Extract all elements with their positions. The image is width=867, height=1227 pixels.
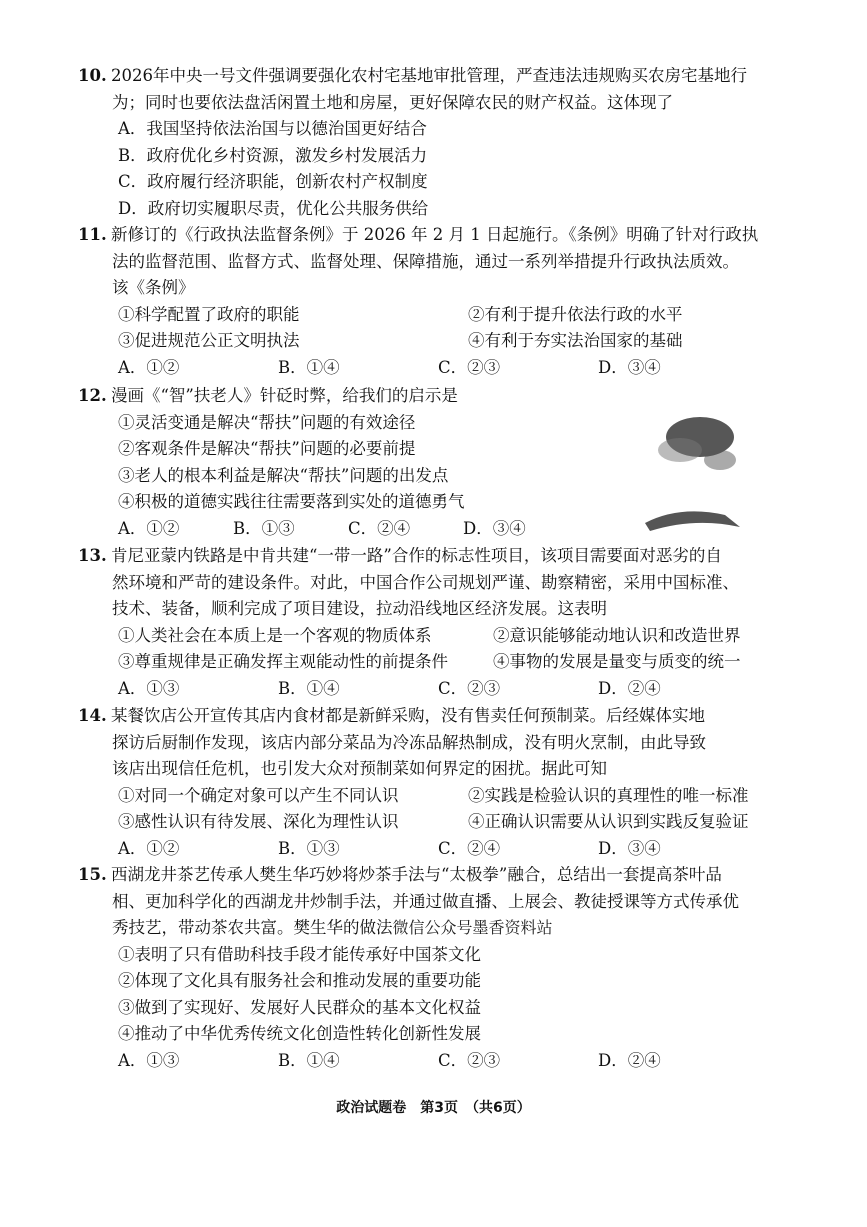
question-stem: 新修订的《行政执法监督条例》于 2026 年 2 月 1 日起施行。《条例》明确了针对行政执 [111, 225, 759, 244]
question-15 [78, 862, 778, 1074]
question-number: 12. [78, 386, 107, 405]
choice-a: A．①② [118, 357, 180, 377]
choice-b: B．①④ [278, 678, 340, 698]
statement-3: ③感性认识有待发展、深化为理性认识 [118, 812, 399, 831]
statement-row [78, 328, 778, 355]
question-stem: 漫画《“智”扶老人》针砭时弊，给我们的启示是 [111, 386, 458, 405]
statement-1: ①表明了只有借助科技手段才能传承好中国茶文化 [118, 944, 481, 964]
statement-4: ④有利于夯实法治国家的基础 [468, 331, 683, 350]
question-stem: 西湖龙井茶艺传承人樊生华巧妙将炒茶手法与“太极拳”融合，总结出一套提高茶叶品 [111, 865, 722, 884]
choice-a: A．①③ [118, 678, 180, 698]
choice-a: A．①③ [118, 1050, 180, 1070]
statement-4: ④积极的道德实践往往需要落到实处的道德勇气 [118, 492, 465, 511]
choice-b: B．①④ [278, 357, 340, 377]
choice-c: C．②③ [438, 1050, 501, 1070]
question-stem: 秀技艺，带动茶农共富。樊生华的做法 [112, 918, 393, 937]
statement-row [78, 809, 778, 836]
statement-row [78, 649, 778, 676]
choice-b: B．①③ [278, 838, 340, 858]
statement-1: ①科学配置了政府的职能 [118, 304, 300, 324]
cartoon-image [625, 405, 745, 535]
statement-3: ③老人的根本利益是解决“帮扶”问题的出发点 [118, 465, 449, 485]
question-13 [78, 543, 778, 702]
statement-1: ①对同一个确定对象可以产生不同认识 [118, 785, 399, 805]
choice-c: C．②③ [438, 357, 501, 377]
choice-c: C．②④ [348, 518, 411, 538]
question-stem: 探访后厨制作发现，该店内部分菜品为冷冻品解热制成，没有明火烹制，由此导致 [112, 732, 706, 752]
option-c: C．政府履行经济职能，创新农村产权制度 [118, 172, 428, 191]
statement-1: ①灵活变通是解决“帮扶”问题的有效途径 [118, 412, 416, 432]
statement-1: ①人类社会在本质上是一个客观的物质体系 [118, 625, 432, 645]
question-number: 10. [78, 66, 107, 85]
question-stem: 该《条例》 [112, 278, 195, 297]
question-stem: 该店出现信任危机，也引发大众对预制菜如何界定的困扰。据此可知 [112, 759, 607, 778]
choice-row [78, 836, 778, 863]
choice-d: D．③④ [598, 838, 661, 858]
choice-c: C．②③ [438, 678, 501, 698]
question-stem: 肯尼亚蒙内铁路是中肯共建“一带一路”合作的标志性项目，该项目需要面对恶劣的自 [111, 546, 722, 565]
choice-b: B．①③ [233, 518, 295, 538]
option-d: D．政府切实履职尽责，优化公共服务供给 [118, 198, 429, 218]
choice-c: C．②④ [438, 838, 501, 858]
question-stem: 然环境和严苛的建设条件。对此，中国合作公司规划严谨、勘察精密，采用中国标准、 [112, 572, 739, 592]
statement-3: ③促进规范公正文明执法 [118, 331, 300, 350]
question-number: 14. [78, 706, 107, 725]
choice-d: D．②④ [598, 678, 661, 698]
statement-2: ②实践是检验认识的真理性的唯一标准 [468, 785, 749, 805]
choice-d: D．③④ [598, 357, 661, 377]
question-number: 13. [78, 546, 107, 565]
choice-b: B．①④ [278, 1050, 340, 1070]
statement-2: ②意识能够能动地认识和改造世界 [493, 625, 741, 645]
statement-4: ④事物的发展是量变与质变的统一 [493, 652, 741, 671]
choice-d: D．②④ [598, 1050, 661, 1070]
question-stem: 法的监督范围、监督方式、监督处理、保障措施，通过一系列举措提升行政执法质效。 [112, 251, 739, 271]
statement-3: ③做到了实现好、发展好人民群众的基本文化权益 [118, 997, 481, 1017]
statement-row [78, 302, 778, 329]
choice-a: A．①② [118, 518, 180, 538]
choice-a: A．①② [118, 838, 180, 858]
statement-2: ②客观条件是解决“帮扶”问题的必要前提 [118, 439, 416, 458]
statement-4: ④推动了中华优秀传统文化创造性转化创新性发展 [118, 1024, 481, 1043]
page-footer: 政治试题卷 第3页 （共6页） [336, 1100, 531, 1116]
question-14 [78, 703, 778, 862]
choice-row [78, 355, 778, 382]
statement-2: ②有利于提升依法行政的水平 [468, 304, 683, 324]
option-a: A．我国坚持依法治国与以德治国更好结合 [118, 119, 427, 138]
question-stem: 为；同时也要依法盘活闲置土地和房屋，更好保障农民的财产权益。这体现了 [112, 92, 673, 112]
question-stem: 相、更加科学化的西湖龙井炒制手法，并通过做直播、上展会、教徒授课等方式传承优 [112, 891, 739, 911]
choice-row [78, 1048, 778, 1075]
question-stem: 2026年中央一号文件强调要强化农村宅基地审批管理，严查违法违规购买农房宅基地行 [111, 66, 747, 85]
choice-d: D．③④ [463, 518, 526, 538]
question-11 [78, 222, 778, 381]
statement-3: ③尊重规律是正确发挥主观能动性的前提条件 [118, 652, 448, 671]
watermark-text: 微信公众号墨香资料站 [392, 918, 553, 937]
statement-row [78, 623, 778, 650]
question-10 [78, 63, 778, 222]
statement-2: ②体现了文化具有服务社会和推动发展的重要功能 [118, 971, 481, 990]
statement-4: ④正确认识需要从认识到实践反复验证 [468, 812, 749, 831]
choice-row [78, 676, 778, 703]
question-number: 11. [78, 225, 107, 244]
question-stem: 技术、装备，顺利完成了项目建设，拉动沿线地区经济发展。这表明 [112, 599, 607, 618]
option-b: B．政府优化乡村资源，激发乡村发展活力 [118, 145, 428, 165]
statement-row [78, 783, 778, 810]
question-number: 15. [78, 865, 107, 884]
question-stem: 某餐饮店公开宣传其店内食材都是新鲜采购，没有售卖任何预制菜。后经媒体实地 [111, 706, 705, 725]
